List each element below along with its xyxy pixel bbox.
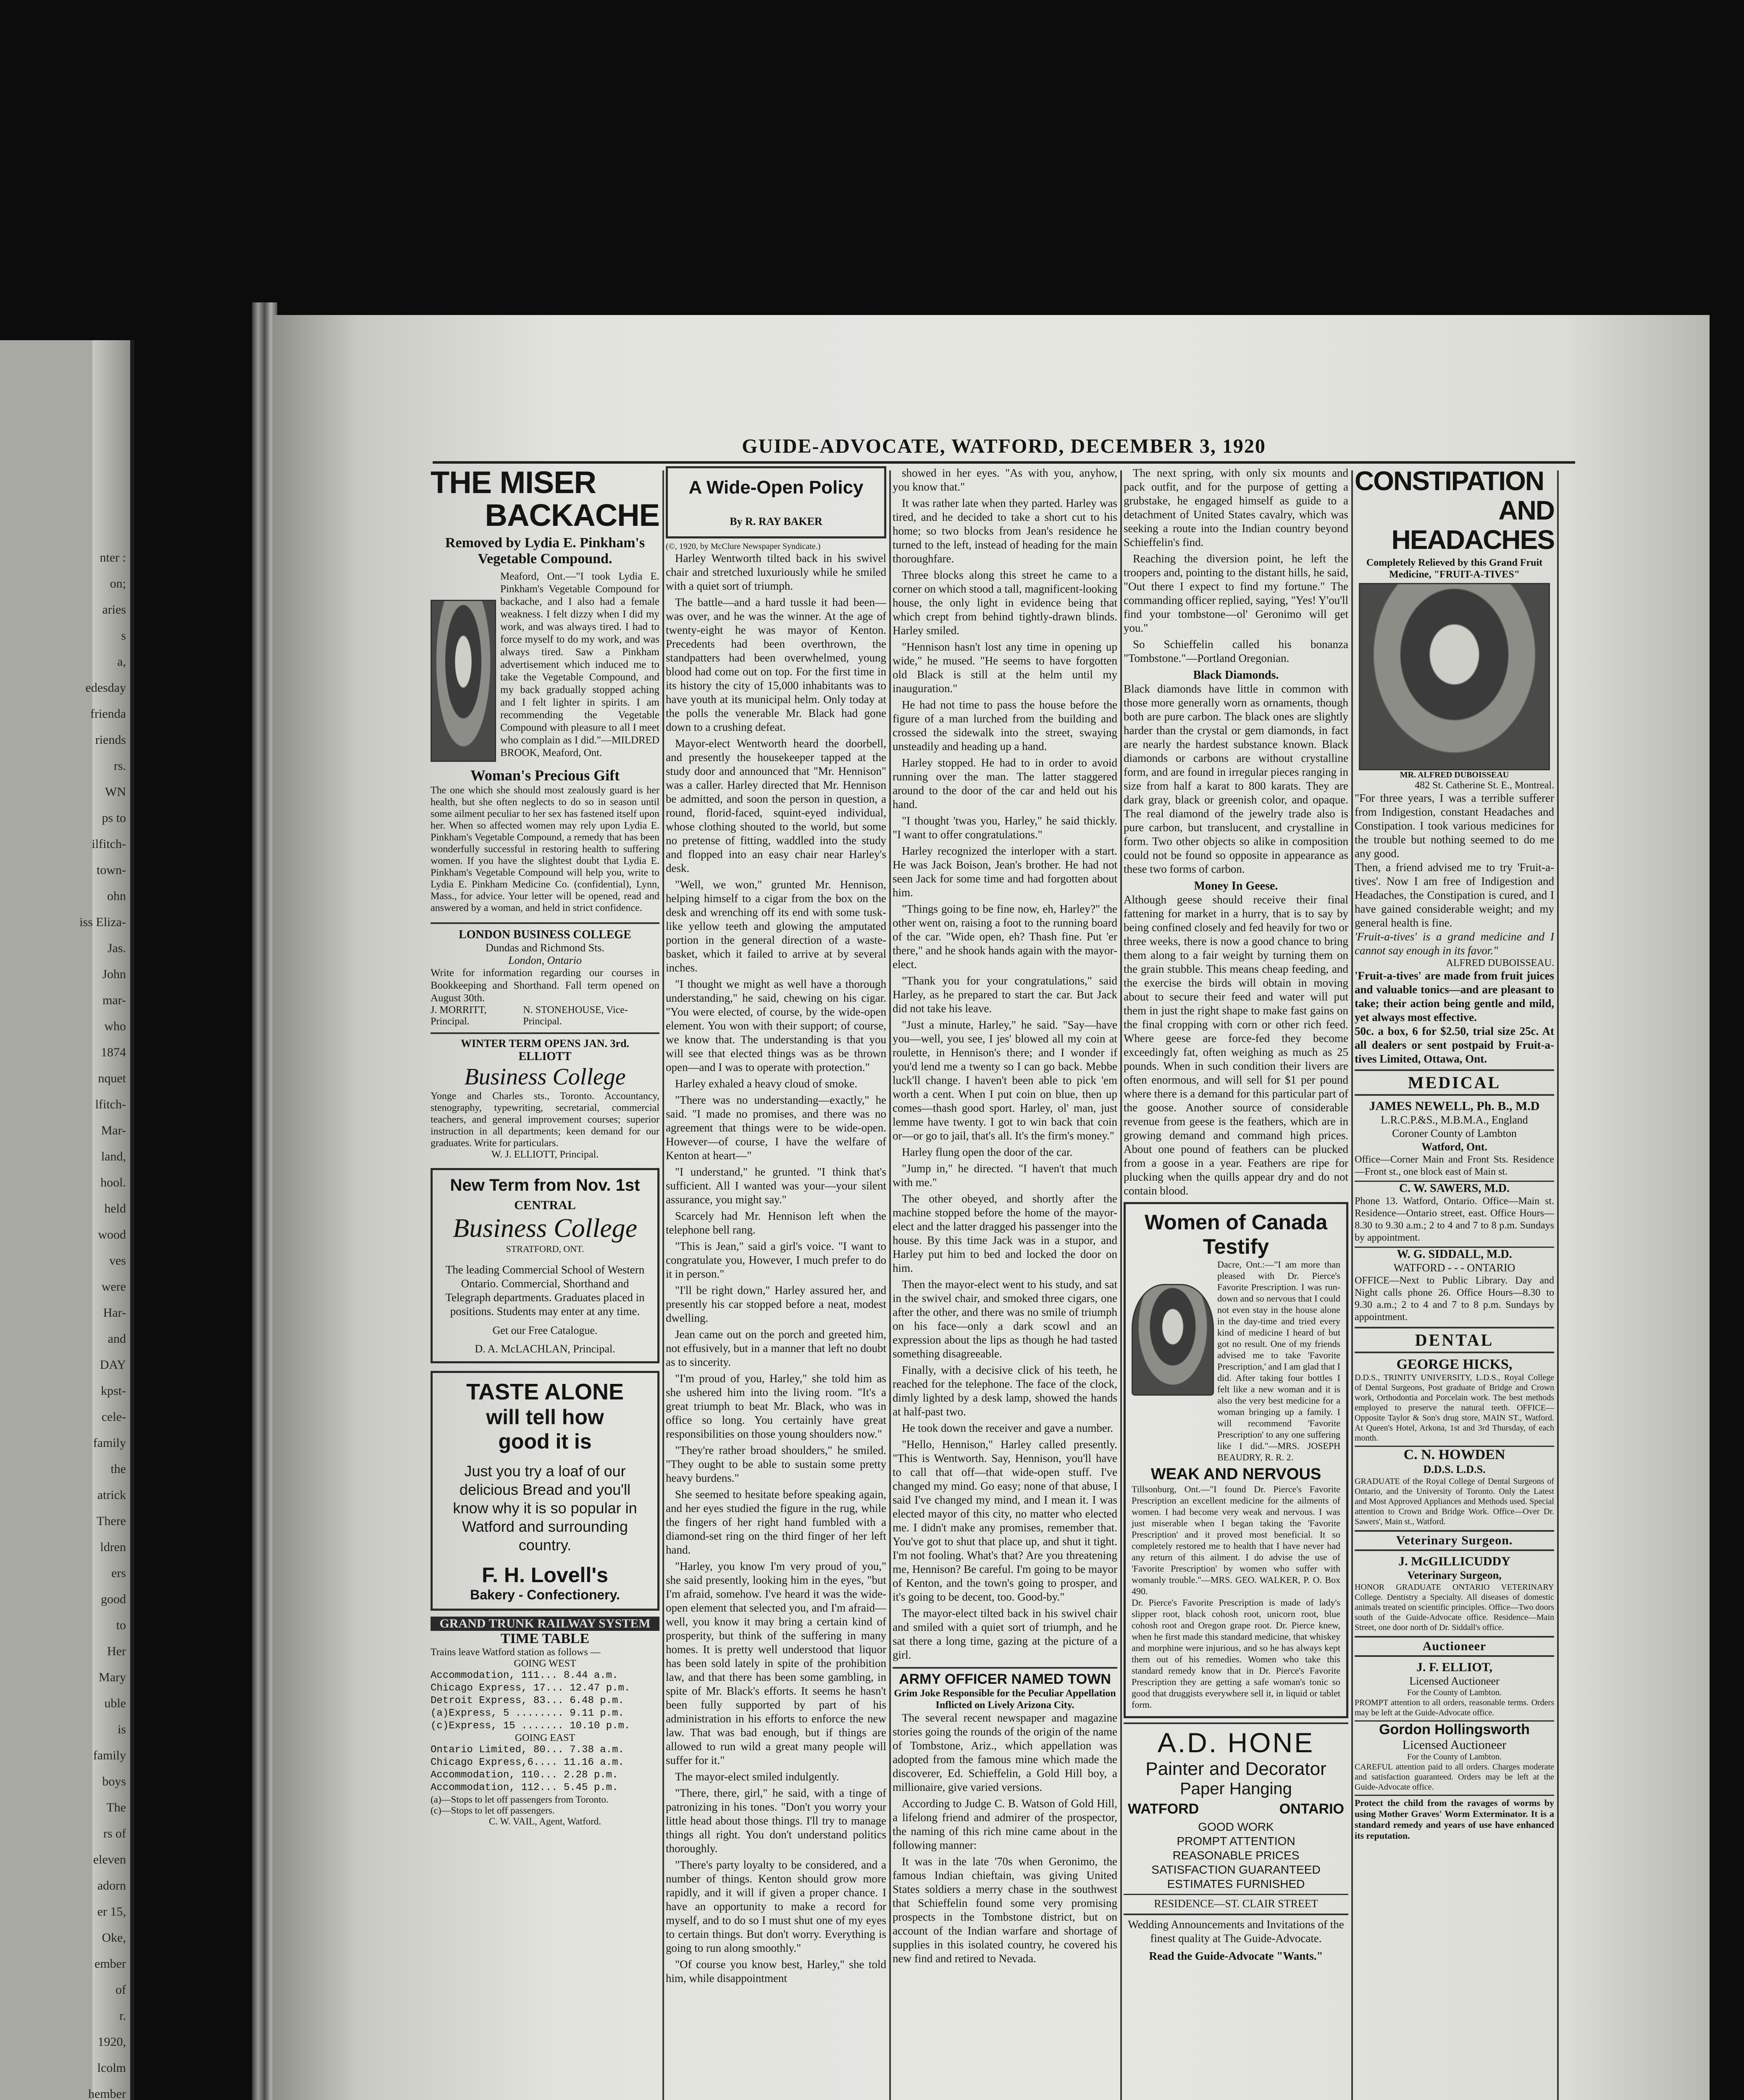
- gtr-west-row: (c)Express, 15 ....... 10.10 p.m.: [431, 1720, 630, 1732]
- story-paragraph: Finally, with a decisive click of his teeth, he reached for the telephone. The face of the clock, dimly lighted by a desk lamp, showed the hands at half-past two.: [893, 1364, 1117, 1418]
- london-title: LONDON BUSINESS COLLEGE: [459, 928, 631, 941]
- fragment-line: held: [104, 1202, 126, 1215]
- elliot-title: Licensed Auctioneer: [1409, 1675, 1500, 1687]
- hollingsworth-name: Gordon Hollingsworth: [1355, 1720, 1554, 1738]
- fragment-line: ves: [109, 1254, 126, 1268]
- woman-portrait: [431, 600, 496, 762]
- hone-service-line: ESTIMATES FURNISHED: [1167, 1877, 1305, 1890]
- lovell-title: TASTE ALONE: [466, 1379, 624, 1404]
- story-paragraph: Harley stopped. He had to in order to avoid running over the man. The latter staggered around to the door of the car and held out his hand.: [893, 756, 1117, 811]
- hone-service-line: GOOD WORK: [1198, 1820, 1274, 1833]
- army-paragraph: So Schieffelin called his bonanza "Tombstone."—Portland Oregonian.: [1124, 638, 1348, 664]
- pierce-ad: [1124, 1202, 1348, 1718]
- wants-ad: Read the Guide-Advocate "Wants.": [1149, 1950, 1323, 1962]
- story-paragraph: "Hennison hasn't lost any time in opening up wide," he mused. "He seems to have forgotten old Black is still at the helm until my inauguration.": [893, 640, 1117, 695]
- miser-testimonial: Meaford, Ont.—"I took Lydia E. Pinkham's Vegetable Compound for backache, and I also had a female weakness. I felt dizzy when I did my work, and was always tired. I had to force myself to do my work, and was always tired. Saw a Pinkham advertisement which induced me to take the Vegetable Compound, and my back gradually stopped aching and I felt lighter in spirits. I am recommending the Vegetable Compound with pleasure to all I meet who complain as I did."—MILDRED BROOK, Meaford, Ont.: [500, 571, 659, 759]
- fragment-line: hool.: [100, 1176, 126, 1189]
- newell-town: Watford, Ont.: [1421, 1141, 1487, 1153]
- story-paragraph: "Well, we won," grunted Mr. Hennison, helping himself to a cigar from the box on the desk and wrenching off its end with some tusk-like yellow teeth and glowing the amputated portion in the general direction of a waste-basket, which it failed to arrive at by several inches.: [666, 878, 886, 974]
- lovell-text: Just you try a loaf of our delicious Bread and you'll know why it is so popular in Watford and surrounding country.: [453, 1462, 637, 1554]
- fragment-line: er 15,: [97, 1905, 126, 1919]
- story-byline: By R. RAY BAKER: [730, 515, 822, 528]
- fragment-line: adorn: [97, 1879, 126, 1893]
- army-paragraph: According to Judge C. B. Watson of Gold Hill, a lifelong friend and admirer of the prospector, the naming of this rich mine came about in the following manner:: [893, 1797, 1117, 1851]
- story-paragraph: "Jump in," he directed. "I haven't that much with me.": [893, 1162, 1117, 1189]
- fragment-line: on;: [110, 577, 126, 591]
- fragment-line: s: [121, 629, 126, 643]
- column-rule: [1351, 470, 1353, 2100]
- fruitatives-text-4: 'Fruit-a-tives' are made from fruit juices and valuable tonics—and are pleasant to take; their action being gentle and mild, yet always most effective.: [1355, 969, 1554, 1024]
- gtr-east-row: Chicago Express,6.... 11.16 a.m.: [431, 1757, 624, 1768]
- medical-heading: MEDICAL: [1355, 1069, 1554, 1096]
- fragment-line: land,: [101, 1150, 126, 1163]
- elliott-college-ad: [431, 1032, 659, 1160]
- howden-degrees: D.D.S. L.D.S.: [1423, 1463, 1486, 1475]
- graves-ad: Protect the child from the ravages of worms by using Mother Graves' Worm Exterminator. It is a standard remedy and years of use have enhanced its reputation.: [1355, 1795, 1554, 1841]
- geese-title: Money In Geese.: [1194, 879, 1278, 892]
- fragment-line: cele-: [101, 1410, 126, 1424]
- pierce-testimonial-1: Dacre, Ont.:—"I am more than pleased with Dr. Pierce's Favorite Prescription. I was run-down and so nervous that I could not even stay in the house alone in the day-time and tried every kind of medicine I heard of but got no result. One of my friends advised me to take 'Favorite Prescription,' and I am glad that I did. After taking four bottles I felt like a new woman and it is also the very best medicine for a woman bringing up a family. I will recommend 'Favorite Prescription' to any one suffering like I did."—MRS. JOSEPH BEAUDRY, R. R. 2.: [1217, 1259, 1340, 1462]
- gtr-east-row: Accommodation, 110... 2.28 p.m.: [431, 1769, 618, 1781]
- story-paragraph: "I'll be right down," Harley assured her, and presently his car stopped before a neat, modest dwelling.: [666, 1284, 886, 1324]
- newspaper-page: [273, 315, 1710, 2100]
- fragment-line: Her: [107, 1644, 126, 1658]
- story-title-box: [666, 466, 886, 538]
- gtr-subtitle: TIME TABLE: [500, 1631, 590, 1646]
- hone-trade: Painter and Decorator: [1145, 1759, 1326, 1779]
- fragment-line: and: [108, 1332, 126, 1346]
- fruitatives-headline-2: AND HEADACHES: [1391, 495, 1554, 555]
- pierce-ingredients: Dr. Pierce's Favorite Prescription is made of lady's slipper root, black cohosh root, unicorn root, blue cohosh root and Oregon grape root. Dr. Pierce knew, when he first made this standard medicine, that whiskey and morphine were injurious, and so he has always kept them out of his remedies. Women who take this standard remedy know that in Dr. Pierce's Favorite Prescription they are getting a safe woman's tonic so good that druggists everywhere sell it, in liquid or tablet form.: [1132, 1597, 1340, 1710]
- elliott-script: Business College: [464, 1064, 626, 1090]
- fragment-line: ldren: [100, 1540, 126, 1554]
- diamonds-title: Black Diamonds.: [1193, 669, 1279, 682]
- army-paragraph: The several recent newspaper and magazine stories going the rounds of the origin of the name of Tombstone, Ariz., which appellation was adopted from the famous mine which made the discoverer, Ed. Schieffelin, a Gold Hill boy, a millionaire, give varied versions.: [893, 1712, 1117, 1793]
- story-paragraph: "Things going to be fine now, eh, Harley?" the other went on, raising a foot to the running board of the car. "Wide open, eh? Thash fine. Put 'er there," and he shook hands again with the mayor-elect.: [893, 903, 1117, 971]
- gtr-title: GRAND TRUNK RAILWAY SYSTEM: [431, 1617, 659, 1631]
- pierce-testimonial-2: Tillsonburg, Ont.—"I found Dr. Pierce's Favorite Prescription an excellent medicine for the ailments of women. I had become very weak and nervous. I was just miserable when I began taking the 'Favorite Prescription' and it proved most beneficial. It so completely restored me to health that I have never had any return of this ailment. I do advise the use of 'Favorite Prescription' by women who suffer with womanly trouble."—MRS. GEO. WALKER, P. O. Box 490.: [1132, 1484, 1340, 1596]
- story-paragraph: "I'm proud of you, Harley," she told him as she ushered him into the living room. "It's a great triumph to beat Mr. Black, who was in office so long. You certainly have great responsibilities on those young shoulders now.": [666, 1372, 886, 1440]
- mcgillicuddy-name: J. McGILLICUDDY: [1398, 1554, 1510, 1568]
- dental-heading: DENTAL: [1355, 1327, 1554, 1353]
- army-paragraph: The next spring, with only six mounts and pack outfit, and for the purpose of getting a grubstake, he engaged himself as guide to a detachment of United States cavalry, which was seeking a route into the Indian country beyond Schieffelin's find.: [1124, 467, 1348, 549]
- grand-trunk-timetable: [431, 1617, 659, 1827]
- story-title: A Wide-Open Policy: [688, 477, 864, 498]
- siddall-town: WATFORD - - - ONTARIO: [1393, 1262, 1515, 1274]
- army-officer-article: [893, 1667, 1117, 1966]
- fragment-line: ps to: [102, 811, 126, 825]
- london-text: Write for information regarding our courses in Bookkeeping and Shorthand. Fall term opened on August 30th.: [431, 967, 659, 1004]
- story-paragraph: It was rather late when they parted. Harley was tired, and he decided to take a short cut to his home; so two blocks from Jean's residence he turned to the left, instead of heading for the main thoroughfare.: [893, 497, 1117, 565]
- elliott-term: WINTER TERM OPENS JAN. 3rd.: [460, 1037, 630, 1050]
- story-paragraph: "There, there, girl," he said, with a tinge of patronizing in his tones. "Don't you worry your little head about those things. I'll try to manage things all right. You don't understand politics thoroughly.: [666, 1787, 886, 1855]
- story-paragraph: "I thought we might as well have a thorough understanding," he said, chewing on his cigar. "You were elected, of course, by the wide-open element. You won with their support; of course, we know that. The understanding is that you will see that elected things was as be thrown open—and I was to operate with protection.": [666, 978, 886, 1074]
- column-rule: [662, 470, 664, 2100]
- column-4: [1124, 466, 1348, 2100]
- fragment-line: rs.: [113, 759, 126, 773]
- howden-name: C. N. HOWDEN: [1355, 1446, 1554, 1463]
- story-paragraph: "Hello, Hennison," Harley called presently. "This is Wentworth. Say, Hennison, you'll have to call that off—that wide-open stuff. I've changed my mind. Go easy; none of that abuse, I said I've changed my mind, and I mean it. I was elected mayor of this city, no matter who elected me. I didn't make any promises, remember that. You've got to shut that place up, and shut it tight. I'm not fooling. What's that? Are you threatening me, Hennison? Be careful. I'm going to be mayor of Kenton, and the town's going to prosper, and it's going to be decent, too. Good-by.": [893, 1438, 1117, 1603]
- column-1: [431, 466, 659, 2100]
- hone-ad: [1124, 1722, 1348, 1910]
- gtr-west-row: Chicago Express, 17... 12.47 p.m.: [431, 1683, 630, 1694]
- fragment-line: riends: [95, 733, 126, 747]
- fragment-line: WN: [105, 785, 126, 799]
- fragment-line: good: [101, 1592, 126, 1606]
- elliot-text: PROMPT attention to all orders, reasonable terms. Orders may be left at the Guide-Advocate office.: [1355, 1698, 1554, 1717]
- newell-office: Office—Corner Main and Front Sts. Residence—Front st., one block east of Main st.: [1355, 1154, 1554, 1177]
- fragment-line: family: [93, 1748, 126, 1762]
- fragment-line: lcolm: [97, 2061, 126, 2075]
- story-paragraph: The mayor-elect smiled indulgently.: [675, 1770, 839, 1783]
- gtr-east-list: [431, 1744, 659, 1794]
- gtr-west-head: GOING WEST: [514, 1658, 576, 1669]
- gtr-intro: Trains leave Watford station as follows —: [431, 1647, 601, 1658]
- gtr-agent: C. W. VAIL, Agent, Watford.: [489, 1816, 601, 1827]
- central-term: New Term from Nov. 1st: [450, 1176, 640, 1194]
- fragment-line: who: [104, 1019, 126, 1033]
- gtr-east-head: GOING EAST: [515, 1732, 575, 1743]
- fragment-line: aries: [102, 603, 126, 617]
- lovell-line3: good it is: [498, 1430, 592, 1453]
- story-paragraph: Harley recognized the interloper with a start. He was Jack Boison, Jean's brother. He had not seen Jack for some time and had forgotten about him.: [893, 845, 1117, 899]
- pierce-title-2: Testify: [1203, 1235, 1269, 1258]
- fragment-line: There: [97, 1514, 126, 1528]
- fragment-line: DAY: [100, 1358, 126, 1372]
- gtr-east-row: Accommodation, 112... 5.45 p.m.: [431, 1782, 618, 1793]
- fragment-line: 1920,: [97, 2035, 126, 2049]
- fragment-line: is: [117, 1722, 126, 1736]
- story-copyright: (©, 1920, by McClure Newspaper Syndicate.): [666, 542, 821, 551]
- column-rule: [889, 470, 891, 2100]
- central-town: STRATFORD, ONT.: [506, 1244, 584, 1254]
- fragment-line: uble: [104, 1696, 126, 1710]
- precious-gift-heading: Woman's Precious Gift: [470, 767, 620, 784]
- hone-service-line: SATISFACTION GUARANTEED: [1151, 1863, 1321, 1876]
- story-paragraph: Three blocks along this street he came to a corner on which stood a tall, magnificent-looking house, the only light in evidence being that which crept from behind tightly-drawn blinds. Harley smiled.: [893, 569, 1117, 637]
- column-rule: [1557, 470, 1559, 2100]
- story-text-part2: [893, 466, 1117, 1662]
- army-title: ARMY OFFICER NAMED TOWN: [899, 1671, 1111, 1687]
- london-line1: Dundas and Richmond Sts.: [485, 942, 605, 954]
- duboisseau-portrait: [1359, 583, 1550, 770]
- miser-subheadline: Removed by Lydia E. Pinkham's Vegetable Compound.: [445, 535, 645, 567]
- gtr-note-1: (a)—Stops to let off passengers from Toronto.: [431, 1794, 609, 1805]
- mcgillicuddy-text: HONOR GRADUATE ONTARIO VETERINARY College. Dentistry a Specialty. All diseases of domestic animals treated on scientific principles. Office—Two doors south of the Guide-Advocate office. Residence—Main Street, one door north of Dr. Siddall's office.: [1355, 1583, 1554, 1632]
- central-text: The leading Commercial School of Western Ontario. Commercial, Shorthand and Telegraph departments. Graduates placed in positions. Students may enter at any time.: [445, 1263, 645, 1318]
- hone-paper: Paper Hanging: [1180, 1780, 1292, 1798]
- geese-text: Although geese should receive their final fattening for market in a hurry, that is to say by being confined closely and fed heavily for two or three weeks, there is now a good chance to bring them along to a fair weight by turning them on the grain stubble. This means cheap feeding, and the exercise the birds will obtain in moving about to secure their feed and water will put them in just the right shape to make fast gains on the final cropping with corn or other rich feed. Where geese are force-fed they become exceedingly fat, often weighing as much as 25 pounds. When in such condition their livers are often enormous, and will sell for $1 per pound where there is a demand for this particular part of the goose. Another source of considerable revenue from geese is the feathers, which are in growing demand and command high prices. About one pound of feathers can be plucked from a goose in a year. Feathers are ripe for plucking when the quills appear dry and do not contain blood.: [1124, 893, 1348, 1197]
- hone-service-line: REASONABLE PRICES: [1172, 1849, 1300, 1862]
- central-college-ad: [431, 1168, 659, 1363]
- story-paragraph: "Of course you know best, Harley," she told him, while disappointment: [666, 1958, 886, 1984]
- story-paragraph: The battle—and a hard tussle it had been—was over, and he was the winner. At the age of twenty-eight he was mayor of Kenton. Precedents had been overthrown, the standpatters had been overwhelmed, young blood had come out on top. For the first time in its history the city of 15,000 inhabitants was to have youth at its municipal helm. Only today at the polls the venerable Mr. Black had gone down to a crushing defeat.: [666, 596, 886, 733]
- story-paragraph: "Thank you for your congratulations," said Harley, as he prepared to start the car. But Jack did not take his leave.: [893, 974, 1117, 1015]
- fruitatives-signature: ALFRED DUBOISSEAU.: [1446, 958, 1554, 969]
- army-paragraph: Reaching the diversion point, he left the troopers and, pointing to the distant hills, he said, "Out there I expect to find my fortune." The commanding officer replied, saying, "Yes! Y'ou'll find your tombstone—ol' Geronimo will get you.": [1124, 552, 1348, 634]
- story-paragraph: Mayor-elect Wentworth heard the doorbell, and presently the housekeeper tapped at the study door and announced that "Mr. Hennison" was a caller. Harley directed that Mr. Hennison be admitted, and soon the person in question, a round, florid-faced, squint-eyed individual, whose clothing shouted to the world, but some no pretense of fitting, waddled into the study and flopped into an easy chair near Harley's desk.: [666, 737, 886, 874]
- fragment-line: eleven: [93, 1853, 126, 1866]
- fragment-line: 1874: [101, 1045, 126, 1059]
- hone-services: [1124, 1820, 1348, 1891]
- fruitatives-text-2: Then, a friend advised me to try 'Fruit-a-tives'. Now I am free of Indigestion and Headaches, the Constipation is cured, and I have gained considerable weight; and my general health is fine.: [1355, 861, 1554, 929]
- story-text-part1: [666, 551, 886, 1985]
- elliott-principal: W. J. ELLIOTT, Principal.: [491, 1149, 599, 1160]
- veterinary-heading: Veterinary Surgeon.: [1355, 1530, 1554, 1551]
- fragment-line: Jas.: [107, 941, 126, 955]
- auctioneer-heading: Auctioneer: [1355, 1636, 1554, 1657]
- hone-service-line: PROMPT ATTENTION: [1177, 1835, 1295, 1848]
- central-principal: D. A. McLACHLAN, Principal.: [475, 1343, 615, 1355]
- fragment-line: wood: [98, 1228, 126, 1242]
- london-line2: London, Ontario: [508, 954, 582, 966]
- fragment-line: of: [116, 1983, 126, 1997]
- column-3: [893, 466, 1117, 2100]
- london-college-ad: [431, 922, 659, 1027]
- sawers-name: C. W. SAWERS, M.D.: [1355, 1181, 1554, 1195]
- story-paragraph: Harley flung open the door of the car.: [902, 1146, 1073, 1158]
- portrait-caption: MR. ALFRED DUBOISSEAU: [1400, 770, 1509, 780]
- gtr-west-list: [431, 1670, 659, 1732]
- lovell-sub: Bakery - Confectionery.: [470, 1587, 620, 1602]
- fragment-line: a,: [117, 655, 126, 669]
- fragment-line: were: [101, 1280, 126, 1294]
- story-paragraph: Harley exhaled a heavy cloud of smoke.: [675, 1077, 858, 1090]
- elliott-name: ELLIOTT: [518, 1050, 572, 1063]
- masthead: GUIDE-ADVOCATE, WATFORD, DECEMBER 3, 1920: [433, 435, 1575, 464]
- fragment-line: family: [93, 1436, 126, 1450]
- lovell-bakery-ad: [431, 1371, 659, 1611]
- story-paragraph: The other obeyed, and shortly after the machine stopped before the home of the mayor-elect and the latter dragged his passenger into the house. By this time Jack was in a stupor, and Harley put him to bed and locked the door on him.: [893, 1192, 1117, 1274]
- column-2: [666, 466, 886, 2100]
- gtr-note-2: (c)—Stops to let off passengers.: [431, 1805, 555, 1816]
- fruitatives-subhead: Completely Relieved by this Grand Fruit Medicine, "FRUIT-A-TIVES": [1366, 557, 1543, 580]
- fragment-line: rs of: [103, 1827, 126, 1840]
- story-paragraph: "There's party loyalty to be considered, and a number of things. Kenton should grow more rapidly, and it will if given a proper chance. I have an opportunity to make a record for myself, and to do so I must shut one of my eyes to certain things. But don't worry. Everything is going to run along smoothly.": [666, 1858, 886, 1954]
- fragment-line: r.: [119, 2009, 126, 2023]
- fragment-line: nquet: [98, 1071, 126, 1085]
- story-paragraph: showed in her eyes. "As with you, anyhow, you know that.": [893, 467, 1117, 493]
- story-paragraph: Scarcely had Mr. Hennison left when the telephone bell rang.: [666, 1210, 886, 1236]
- hone-province: ONTARIO: [1279, 1801, 1344, 1817]
- fragment-line: ers: [111, 1566, 126, 1580]
- story-paragraph: Jean came out on the porch and greeted him, not effusively, but in a manner that left no doubt as to sincerity.: [666, 1328, 886, 1368]
- fragment-line: Oke,: [102, 1931, 126, 1945]
- central-script: Business College: [452, 1213, 638, 1243]
- hone-residence: RESIDENCE—ST. CLAIR STREET: [1124, 1894, 1348, 1910]
- howden-text: GRADUATE of the Royal College of Dental Surgeons of Ontario, and the University of Toronto. Only the Latest and Most Approved Appliances and Methods used. Special attention to Crown and Bridge Work. Office—Over Dr. Sawers', Main st., Watford.: [1355, 1477, 1554, 1526]
- column-rule: [1120, 470, 1122, 2100]
- fragment-line: John: [102, 967, 126, 981]
- diamonds-text: Black diamonds have little in common with those more generally worn as ornaments, though both are pure carbon. The black ones are slightly harder than the crystal or gem diamonds, in fact are nearly the hardest substance known. Black diamonds or carbons are without crystalline form, and are found in irregular pieces ranging in size from half a karat to 800 karats. They are dark gray, black or greenish color, and opaque. The real diamond of the jewelry trade also is pure carbon, but translucent, and crystalline in form. Two other objects so alike in composition could not be found so opposite in appearance as these two forms of carbon.: [1124, 682, 1348, 875]
- story-paragraph: She seemed to hesitate before speaking again, and her eyes studied the figure in the rug, while the fingers of her right hand fumbled with a diamond-set ring on the third finger of her left hand.: [666, 1488, 886, 1556]
- fruitatives-price: 50c. a box, 6 for $2.50, trial size 25c. At all dealers or sent postpaid by Fruit-a-tives Limited, Ottawa, Ont.: [1355, 1025, 1554, 1065]
- hicks-name: GEORGE HICKS,: [1396, 1357, 1513, 1372]
- fragment-line: mar-: [102, 993, 126, 1007]
- lovell-name: F. H. Lovell's: [482, 1563, 608, 1587]
- hollingsworth-county: For the County of Lambton.: [1407, 1752, 1502, 1761]
- elliot-county: For the County of Lambton.: [1407, 1688, 1502, 1697]
- precious-gift-text: The one which she should most zealously guard is her health, but she often neglects to do so in season until some ailment peculiar to her sex has fastened itself upon her. When so affected women may rely upon Lydia E. Pinkham's Vegetable Compound, a remedy that has been wonderfully successful in restoring health to suffering women. If you have the slightest doubt that Lydia E. Pinkham's Vegetable Compound will help you, write to Lydia E. Pinkham Medicine Co. (confidential), Lynn, Mass., for advice. Your letter will be opened, read and answered by a woman, and held in strict confidence.: [431, 785, 659, 914]
- story-paragraph: "Just a minute, Harley," he said. "Say—have you—well, you see, I jes' blowed all my coin at roulette, in Hennison's there; and I wonder if you'd lend me a twenty so I can go back. Mebbe luck'll change. I haven't been able to pick 'em worth a cent. When I put coin on blue, then up comes—thash good sport. Harley, ol' man, just lemme have twenty. I got to win back that coin or—or go to jail, that's all. It's the firm's money.": [893, 1018, 1117, 1142]
- siddall-name: W. G. SIDDALL, M.D.: [1355, 1247, 1554, 1261]
- fragment-line: iss Eliza-: [79, 915, 126, 929]
- central-name: CENTRAL: [514, 1198, 576, 1212]
- miser-headline-1: THE MISER: [431, 466, 596, 500]
- siddall-text: OFFICE—Next to Public Library. Day and Night calls phone 26. Office Hours—8.30 to 9.30 a.m.; 2 to 4 and 7 to 8 p.m. Sundays by appointment.: [1355, 1275, 1554, 1323]
- mcgillicuddy-title: Veterinary Surgeon,: [1407, 1569, 1502, 1581]
- london-principal: J. MORRITT, Principal.: [431, 1005, 487, 1027]
- story-paragraph: "I thought 'twas you, Harley," he said thickly. "I want to offer congratulations.": [893, 814, 1117, 841]
- fragment-line: ilfitch-: [92, 837, 126, 851]
- fruitatives-address: 482 St. Catherine St. E., Montreal.: [1415, 780, 1554, 791]
- story-paragraph: "They're rather broad shoulders," he smiled. "They ought to be able to sustain some pretty heavy burdens.": [666, 1444, 886, 1484]
- fragment-line: to: [116, 1618, 126, 1632]
- gtr-west-row: (a)Express, 5 ........ 9.11 p.m.: [431, 1708, 624, 1719]
- army-text: [893, 1711, 1117, 1966]
- pierce-subhead: WEAK AND NERVOUS: [1150, 1465, 1321, 1483]
- miser-headline-2: BACKACHE: [485, 498, 659, 533]
- fragment-line: Mary: [99, 1670, 126, 1684]
- hollingsworth-text: CAREFUL attention paid to all orders. Charges moderate and satisfaction guaranteed. Orders may be left at the Guide-Advocate office.: [1355, 1762, 1554, 1792]
- newell-name: JAMES NEWELL, Ph. B., M.D: [1369, 1099, 1540, 1113]
- newell-degrees: L.R.C.P.&S., M.B.M.A., England: [1381, 1114, 1528, 1126]
- fragment-line: hember: [88, 2087, 126, 2100]
- fragment-line: town-: [97, 863, 126, 877]
- fragment-line: The: [106, 1801, 126, 1814]
- wedding-ad: Wedding Announcements and Invitations of the finest quality at The Guide-Advocate.: [1124, 1914, 1348, 1945]
- story-paragraph: "Harley, you know I'm very proud of you," she said presently, looking him in the eyes, "but I'm afraid, somehow. I've heard it was the wide-open element that selected you, and I'm afraid—well, you know it may bring a certain kind of prosperity, but think of the suffering in many homes. It is pretty well understood that liquor has been sold lately in spite of the prohibition law, and that there has been some gambling, in spite of Mr. Black's efforts. It seems he hasn't been fully supported by part of his administration in his efforts to enforce the new law. That was bad enough, but if things are allowed to run wild a great many people will suffer for it.": [666, 1560, 886, 1767]
- london-vice-principal: N. STONEHOUSE, Vice-Principal.: [523, 1005, 628, 1027]
- fruitatives-text-3: 'Fruit-a-tives' is a grand medicine and I cannot say enough in its favor.": [1355, 930, 1554, 957]
- fragment-line: boys: [102, 1774, 126, 1788]
- story-paragraph: Harley Wentworth tilted back in his swivel chair and stretched luxuriously while he smiled with a quiet sort of triumph.: [666, 552, 886, 592]
- fragment-line: ohn: [107, 889, 126, 903]
- story-paragraph: The mayor-elect tilted back in his swivel chair and smiled with a quiet sort of triumph, and he sat there a long time, gazing at the picture of a girl.: [893, 1607, 1117, 1661]
- lovell-line2: will tell how: [486, 1405, 604, 1429]
- story-paragraph: Then the mayor-elect went to his study, and sat in the swivel chair, and smoked three cigars, one after the other, and there was no smile of triumph on his face—only a dark scowl and an expression about the lips as though he had tasted something disagreeable.: [893, 1278, 1117, 1360]
- army-paragraph: It was in the late '70s when Geronimo, the famous Indian chieftain, was giving United States soldiers a merry chase in the southwest that Schieffelin found some very promising prospects in the Tombstone district, but on account of the Indian warfare and shortage of supplies in this isolated country, he covered his new find and retired to Nevada.: [893, 1855, 1117, 1965]
- hone-name: A.D. HONE: [1157, 1727, 1315, 1758]
- sawers-text: Phone 13. Watford, Ontario. Office—Main st. Residence—Ontario street, east. Office Hours—8.30 to 9.30 a.m.; 2 to 4 and 7 to 8 p.m. Sundays by appointment.: [1355, 1196, 1554, 1243]
- hone-town: WATFORD: [1128, 1801, 1199, 1817]
- fragment-line: ember: [95, 1957, 126, 1971]
- story-paragraph: "I understand," he grunted. "I think that's sufficient. All I wanted was your—your silent assurance, you might say.": [666, 1166, 886, 1206]
- fragment-line: Mar-: [101, 1124, 126, 1137]
- column-5: [1355, 466, 1554, 2100]
- story-paragraph: He took down the receiver and gave a number.: [902, 1422, 1114, 1434]
- story-paragraph: "This is Jean," said a girl's voice. "I want to congratulate you, However, I much prefer to do it in person.": [666, 1240, 886, 1280]
- fruitatives-headline-1: CONSTIPATION: [1355, 466, 1544, 496]
- fragment-line: the: [110, 1462, 126, 1476]
- hollingsworth-title: Licensed Auctioneer: [1402, 1738, 1507, 1752]
- gtr-east-row: Ontario Limited, 80... 7.38 a.m.: [431, 1744, 624, 1756]
- fragment-line: kpst-: [101, 1384, 126, 1398]
- adjacent-page-fragment: [0, 340, 134, 2100]
- fruitatives-text-1: "For three years, I was a terrible sufferer from Indigestion, constant Headaches and Constipation. I took various medicines for the trouble but nothing seemed to do me any good.: [1355, 792, 1554, 860]
- elliott-text: Yonge and Charles sts., Toronto. Accountancy, stenography, typewriting, secretarial, commercial teachers, and general improvement courses; superior instruction in all departments; keen demand for our graduates. Write for particulars.: [431, 1091, 659, 1149]
- fragment-line: edesday: [85, 681, 126, 695]
- fragment-line: lfitch-: [95, 1097, 126, 1111]
- newell-coroner: Coroner County of Lambton: [1392, 1127, 1517, 1139]
- pierce-title-1: Women of Canada: [1144, 1210, 1328, 1234]
- hicks-text: D.D.S., TRINITY UNIVERSITY, L.D.S., Royal College of Dental Surgeons, Post graduate of Bridge and Crown work, Orthodontia and Porcelain work. The best methods employed to preserve the natural teeth. OFFICE—Opposite Taylor & Son's drug store, MAIN ST., Watford. At Queen's Hotel, Arkona, 1st and 3rd Thursday, of each month.: [1355, 1373, 1554, 1443]
- army-text-continued: [1124, 466, 1348, 665]
- elliot-name: J. F. ELLIOT,: [1416, 1660, 1492, 1674]
- story-paragraph: "There was no understanding—exactly," he said. "I made no promises, and there was no agreement that things were to be wide-open. However—of course, I have the welfare of Kenton at heart—": [666, 1094, 886, 1162]
- fragment-line: frienda: [90, 707, 126, 721]
- gtr-west-row: Detroit Express, 83... 6.48 p.m.: [431, 1695, 624, 1706]
- story-paragraph: He had not time to pass the house before the figure of a man lurched from the building and crossed the sidewalk into the street, swaying unsteadily and heading up a hand.: [893, 698, 1117, 753]
- fragment-line: nter :: [100, 551, 126, 564]
- woman-sketch: [1132, 1284, 1214, 1396]
- central-catalogue: Get our Free Catalogue.: [492, 1324, 598, 1336]
- fragment-line: atrick: [97, 1488, 126, 1502]
- gtr-west-row: Accommodation, 111... 8.44 a.m.: [431, 1670, 618, 1681]
- fragment-line: Har-: [103, 1306, 126, 1320]
- army-subtitle: Grim Joke Responsible for the Peculiar Appellation Inflicted on Lively Arizona City.: [894, 1688, 1116, 1711]
